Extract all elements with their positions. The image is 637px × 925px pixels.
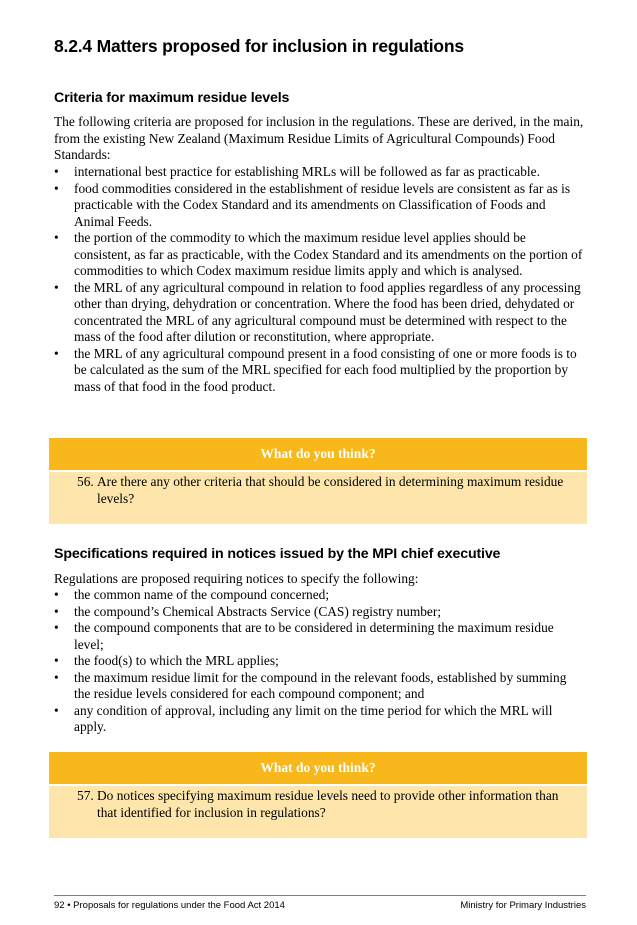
specifications-intro: Regulations are proposed requiring notices to specify the following: (54, 571, 419, 586)
criteria-heading: Criteria for maximum residue levels (54, 90, 290, 106)
bullet-icon: • (54, 587, 59, 602)
list-item (54, 703, 586, 736)
question-box-header: What do you think? (49, 438, 587, 470)
specifications-list (54, 587, 586, 736)
list-item (54, 587, 586, 604)
list-item-text: the MRL of any agricultural compound present in a food consisting of one or more foods is to be calculated as the sum of the MRL specified for each food multiplied by the proportion by mass of that food in the food product. (74, 345, 577, 394)
question-box-body (49, 470, 587, 524)
question-box-56 (49, 438, 587, 524)
question-number: 57. (77, 788, 94, 803)
bullet-icon: • (54, 279, 59, 295)
list-item-text: the MRL of any agricultural compound in relation to food applies regardless of any processing other than drying, dehydration or concentration. Where the food has been dried, dehydated or concentrated the MRL of any agricultural compound must be determined with respect to the mass of the food after dilution or reconstitution, where appropriate. (74, 279, 581, 344)
question-box-57 (49, 752, 587, 838)
bullet-icon: • (54, 653, 59, 668)
list-item-text: the common name of the compound concerned; (74, 587, 330, 602)
bullet-icon: • (54, 230, 59, 245)
list-item-text: international best practice for establishing MRLs will be followed as far as practicable. (74, 164, 540, 179)
list-item (54, 164, 586, 181)
list-item (54, 620, 586, 653)
specifications-heading: Specifications required in notices issued by the MPI chief executive (54, 546, 501, 562)
bullet-icon: • (54, 620, 59, 635)
list-item (54, 604, 586, 621)
bullet-icon: • (54, 702, 59, 718)
criteria-intro: The following criteria are proposed for inclusion in the regulations. These are derived, in the main, from the existing New Zealand (Maximum Residue Limits of Agricultural Compounds) Food Standards: (54, 114, 584, 162)
question-box-body (49, 784, 587, 838)
question-box-header: What do you think? (49, 752, 587, 784)
footer-page-info: 92 • Proposals for regulations under the Food Act 2014 (54, 900, 285, 911)
section-heading: 8.2.4 Matters proposed for inclusion in regulations (54, 36, 464, 56)
list-item-text: food commodities considered in the establishment of residue levels are consistent as far as is practicable with the Codex Standard and its amendments on Classification of Foods and Animal Feeds. (74, 180, 571, 229)
list-item-text: the compound components that are to be considered in determining the maximum residue level; (74, 620, 554, 652)
list-item-text: any condition of approval, including any limit on the time period for which the MRL will apply. (74, 702, 553, 734)
list-item-text: the food(s) to which the MRL applies; (74, 653, 279, 668)
bullet-icon: • (54, 603, 59, 619)
list-item-text: the compound’s Chemical Abstracts Service (CAS) registry number; (74, 603, 442, 619)
bullet-icon: • (54, 669, 59, 685)
footer-publisher: Ministry for Primary Industries (460, 900, 586, 911)
list-item (54, 230, 586, 280)
list-item-text: the maximum residue limit for the compound in the relevant foods, established by summing the residue levels considered for each compound component; and (74, 669, 567, 701)
list-item (54, 280, 586, 346)
footer-divider (54, 895, 586, 896)
question-number: 56. (77, 474, 94, 489)
list-item-text: the portion of the commodity to which the maximum residue level applies should be consistent, as far as practicable, with the Codex Standard and its amendments on the portion of commodities to which Codex maximum residue limits apply and which is analysed. (74, 230, 583, 278)
bullet-icon: • (54, 345, 59, 361)
list-item (54, 181, 586, 231)
bullet-icon: • (54, 180, 59, 196)
question-text: Do notices specifying maximum residue levels need to provide other information than that identified for inclusion in regulations? (97, 788, 559, 820)
bullet-icon: • (54, 164, 59, 179)
list-item (54, 653, 586, 670)
criteria-list (54, 164, 586, 395)
list-item (54, 670, 586, 703)
list-item (54, 346, 586, 396)
question-text: Are there any other criteria that should be considered in determining maximum residue levels? (97, 474, 564, 506)
